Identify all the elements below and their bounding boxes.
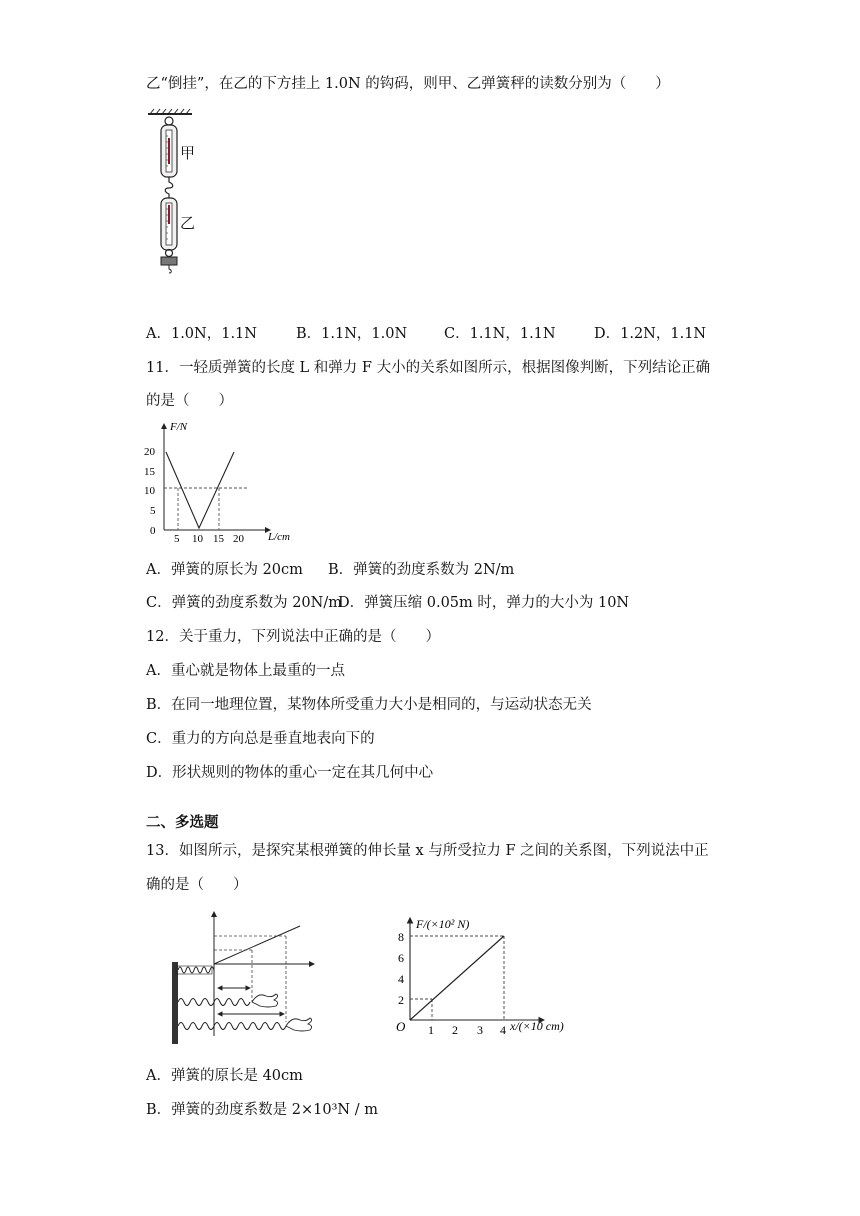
q11-xtick-20: 20 (233, 533, 244, 545)
q11-ytick-15: 15 (144, 466, 155, 478)
q13-origin: O (396, 1019, 406, 1034)
q12-option-d: D．形状规则的物体的重心一定在其几何中心 (146, 765, 434, 781)
q13-stem-line1: 13．如图所示，是探究某根弹簧的伸长量 x 与所受拉力 F 之间的关系图，下列说法中正 (146, 843, 709, 859)
q13-xtick-4: 4 (500, 1023, 506, 1037)
q13-ytick-6: 6 (398, 951, 404, 965)
q13-ylabel: F/(×10² N) (416, 917, 470, 931)
q13-ytick-8: 8 (398, 930, 404, 944)
label-yi: 乙 (180, 214, 196, 232)
q13-ytick-2: 2 (398, 993, 404, 1007)
q13-option-b: B．弹簧的劲度系数是 2×10³N / m (146, 1102, 378, 1118)
section-title: 二、多选题 (146, 814, 219, 831)
q11-option-d: D．弹簧压缩 0.05m 时，弹力的大小为 10N (338, 595, 630, 611)
q10-option-b: B．1.1N，1.0N (296, 326, 408, 342)
q13-ytick-4: 4 (398, 972, 404, 986)
q11-option-a: A．弹簧的原长为 20cm (146, 562, 303, 578)
q11-ytick-5: 5 (150, 505, 156, 517)
spring-balance-figure (140, 108, 210, 278)
q13-xlabel: x/(×10 cm) (510, 1019, 564, 1033)
q12-stem: 12．关于重力，下列说法中正确的是（ ） (146, 629, 440, 645)
q11-xlabel: L/cm (268, 531, 290, 543)
q13-xtick-2: 2 (452, 1023, 458, 1037)
spring-experiment-figure (166, 906, 326, 1046)
q13-stem-line2: 确的是（ ） (146, 877, 248, 893)
q12-option-a: A．重心就是物体上最重的一点 (146, 663, 345, 679)
q10-option-c: C．1.1N，1.1N (444, 326, 556, 342)
q11-ylabel: F/N (170, 421, 188, 433)
q13-graph (392, 914, 592, 1044)
q11-ytick-0: 0 (150, 525, 156, 537)
q11-stem-line1: 11．一轻质弹簧的长度 L 和弹力 F 大小的关系如图所示，根据图像判断，下列结论正确 (146, 360, 711, 376)
q12-option-c: C．重力的方向总是垂直地表向下的 (146, 731, 375, 747)
q13-xtick-3: 3 (477, 1023, 483, 1037)
q13-option-a: A．弹簧的原长是 40cm (146, 1068, 303, 1084)
q11-xtick-10: 10 (192, 533, 203, 545)
q13-xtick-1: 1 (428, 1023, 434, 1037)
q11-option-c: C．弹簧的劲度系数为 20N/m (146, 595, 342, 611)
q11-stem-line2: 的是（ ） (146, 393, 233, 409)
q11-graph (140, 418, 300, 546)
q11-xtick-15: 15 (213, 533, 224, 545)
q10-stem: 乙“倒挂”，在乙的下方挂上 1.0N 的钩码，则甲、乙弹簧秤的读数分别为（ ） (146, 76, 670, 92)
q11-option-b: B．弹簧的劲度系数为 2N/m (328, 562, 515, 578)
q11-xtick-5: 5 (174, 533, 180, 545)
q11-ytick-20: 20 (144, 446, 155, 458)
label-jia: 甲 (180, 144, 196, 162)
q10-option-a: A．1.0N，1.1N (146, 326, 257, 342)
q12-option-b: B．在同一地理位置，某物体所受重力大小是相同的，与运动状态无关 (146, 697, 592, 713)
q10-option-d: D．1.2N，1.1N (594, 326, 707, 342)
q11-ytick-10: 10 (144, 485, 155, 497)
